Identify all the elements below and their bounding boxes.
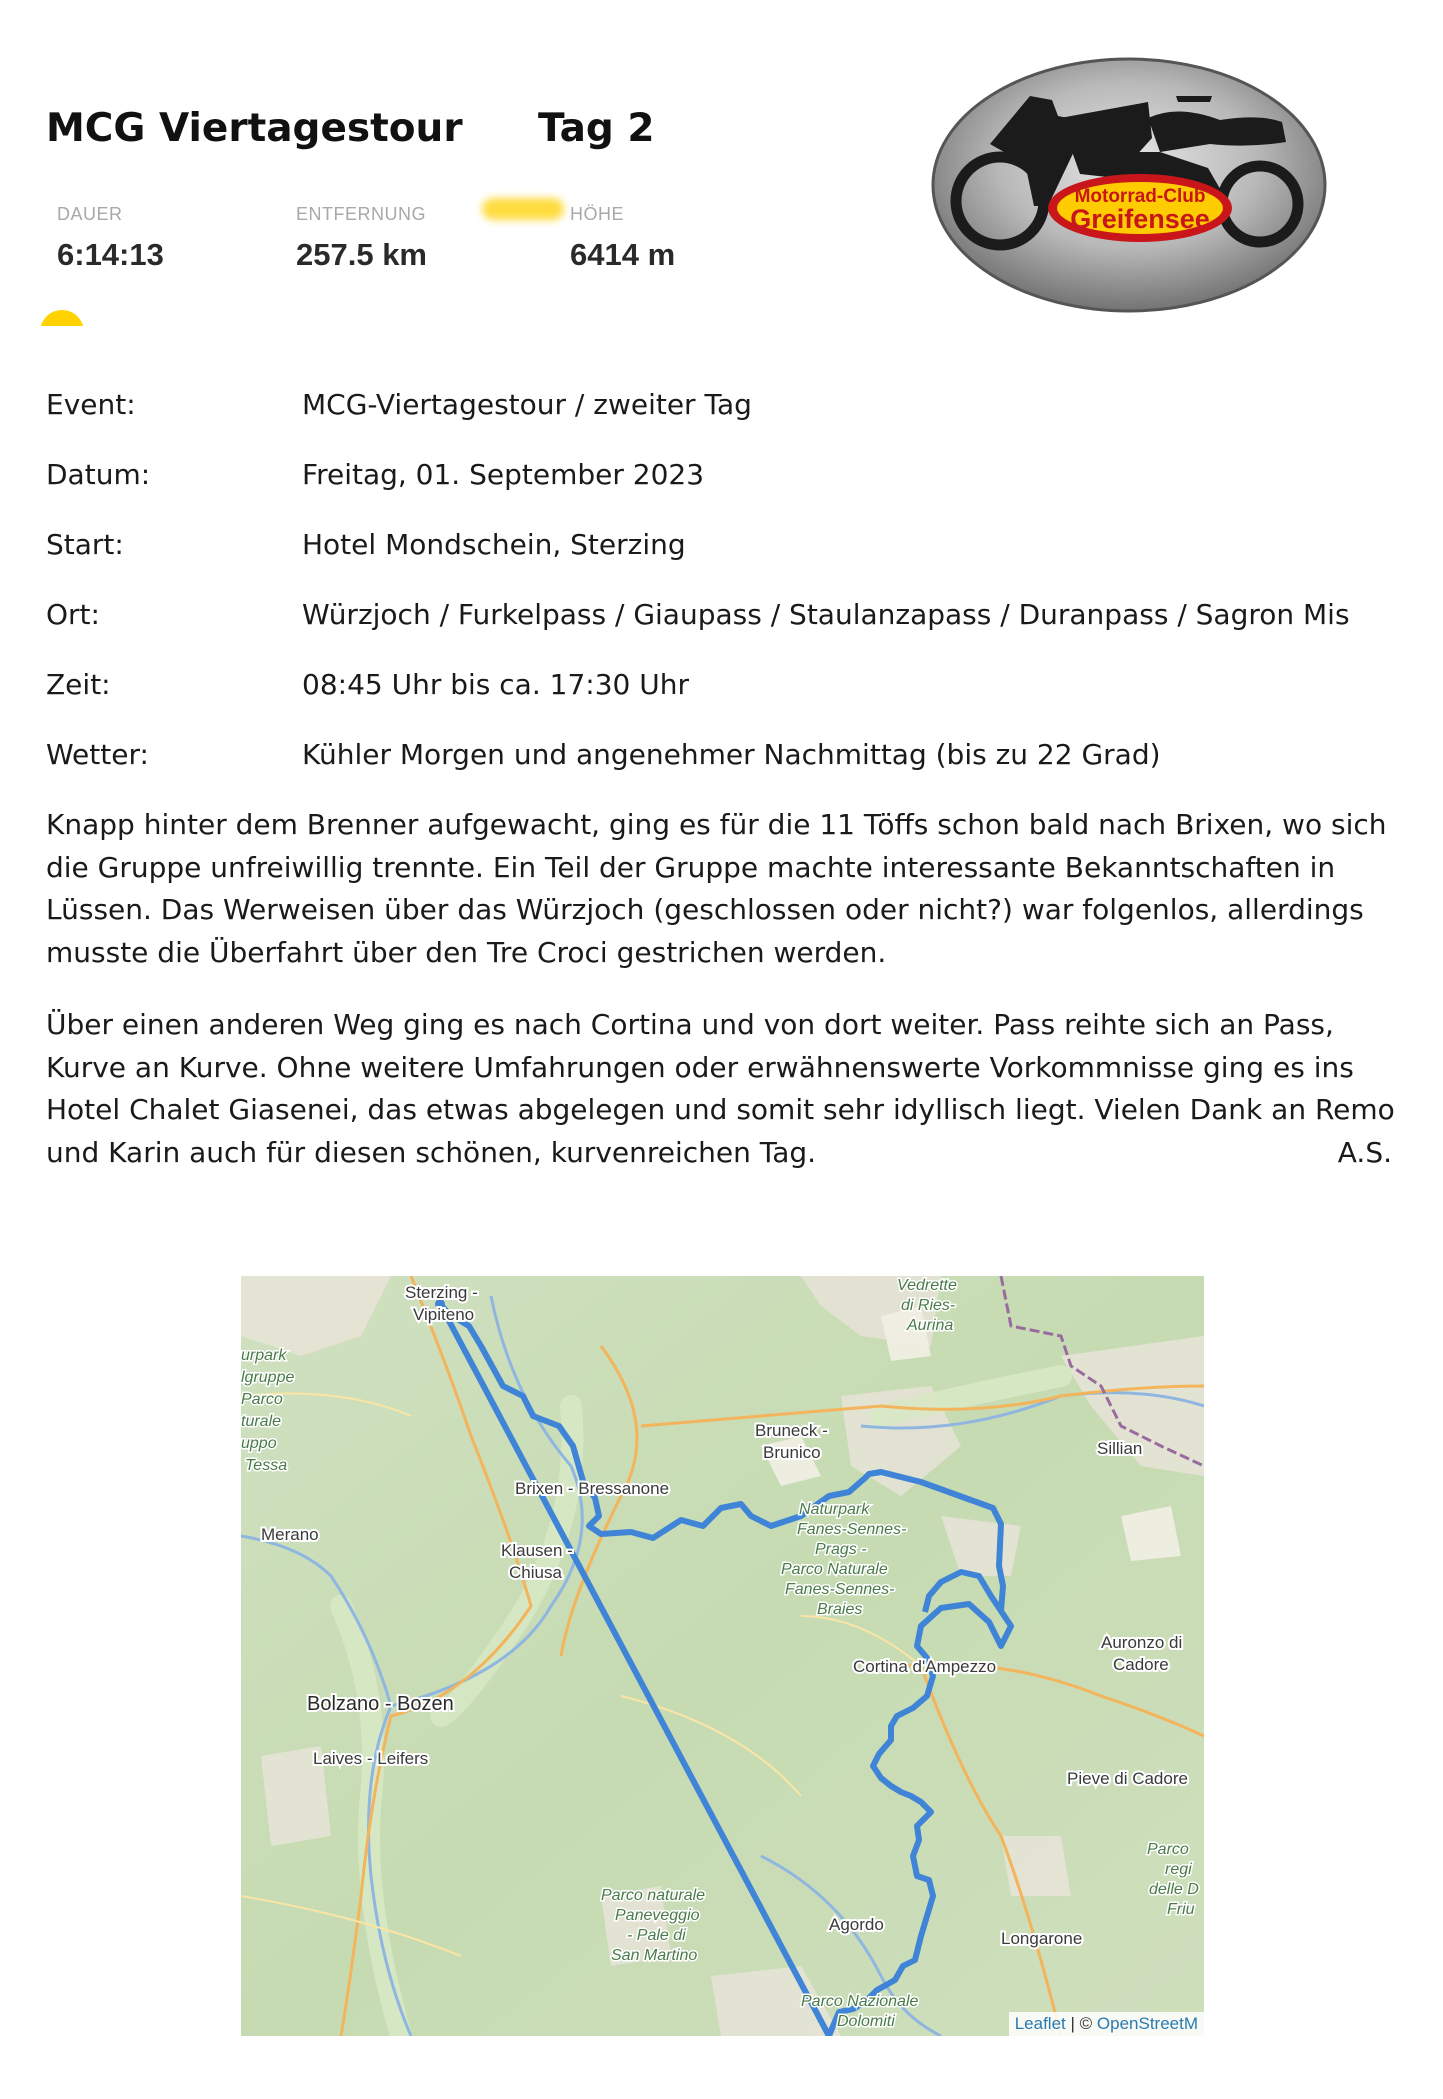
openstreetmap-link[interactable]: OpenStreetM bbox=[1096, 2014, 1198, 2033]
map-label: - Pale di bbox=[627, 1927, 686, 1944]
map-label: San Martino bbox=[611, 1947, 698, 1964]
info-value: Hotel Mondschein, Sterzing bbox=[302, 528, 686, 561]
report-paragraph-text: Über einen anderen Weg ging es nach Cortina und von dort weiter. Pass reihte sich an Pass, Kurve an Kurve. Ohne weitere Umfahrungen oder erwähnenswerte Vorkommnisse ging es ins Hotel Chalet Giasenei, das etwas abgelegen und somit sehr idyllisch liegt. Vielen Dank an Remo und Karin auch für diesen schönen, kurvenreichen Tag. bbox=[46, 1008, 1395, 1169]
map-attribution bbox=[1009, 2012, 1204, 2036]
stat-duration bbox=[57, 204, 164, 273]
stat-label: HÖHE bbox=[570, 204, 625, 224]
map-label: Prags - bbox=[815, 1541, 867, 1558]
info-key: Datum: bbox=[46, 458, 151, 491]
stat-label: DAUER bbox=[57, 204, 123, 224]
map-label: Bruneck - bbox=[755, 1421, 828, 1440]
stat-value: 6:14:13 bbox=[57, 237, 164, 272]
leaflet-link[interactable]: Leaflet bbox=[1014, 2014, 1066, 2033]
map-label: Longarone bbox=[1001, 1929, 1083, 1948]
info-value: Freitag, 01. September 2023 bbox=[302, 458, 705, 491]
map-label: Parco Naturale bbox=[781, 1561, 888, 1578]
info-key: Event: bbox=[46, 388, 136, 421]
map-label: Pieve di Cadore bbox=[1067, 1769, 1188, 1788]
map-label: lgruppe bbox=[241, 1369, 295, 1386]
stat-value: 257.5 km bbox=[296, 237, 427, 272]
map-label: Sillian bbox=[1097, 1439, 1143, 1458]
map-label: Agordo bbox=[829, 1915, 884, 1934]
map-label: Paneveggio bbox=[615, 1907, 700, 1924]
map-label: Vipiteno bbox=[413, 1305, 475, 1324]
info-key: Wetter: bbox=[46, 738, 149, 771]
info-key: Ort: bbox=[46, 598, 100, 631]
map-label: turale bbox=[241, 1413, 282, 1430]
map-label: Parco bbox=[1147, 1841, 1189, 1858]
map-canvas bbox=[241, 1276, 1204, 2036]
map-label: Sterzing - bbox=[405, 1283, 478, 1302]
info-value: Kühler Morgen und angenehmer Nachmittag (bis zu 22 Grad) bbox=[302, 738, 1161, 771]
map-label: Friu bbox=[1167, 1901, 1195, 1918]
map-label: Parco bbox=[241, 1391, 283, 1408]
info-key: Zeit: bbox=[46, 668, 111, 701]
map-label: Tessa bbox=[245, 1457, 288, 1474]
stat-distance bbox=[296, 204, 427, 273]
stat-label: ENTFERNUNG bbox=[296, 204, 426, 224]
map-label: uppo bbox=[241, 1435, 277, 1452]
attribution-separator: | © bbox=[1065, 2014, 1097, 2033]
stat-value: 6414 m bbox=[570, 237, 676, 272]
map-label: delle D bbox=[1149, 1881, 1199, 1898]
map-label-city: Bolzano - Bozen bbox=[307, 1693, 454, 1715]
map-label: Parco Nazionale bbox=[801, 1993, 919, 2010]
info-value: 08:45 Uhr bis ca. 17:30 Uhr bbox=[302, 668, 689, 701]
info-value: Würzjoch / Furkelpass / Giaupass / Staulanzapass / Duranpass / Sagron Mis bbox=[302, 598, 1350, 631]
map-label: Parco naturale bbox=[601, 1887, 706, 1904]
logo-line2: Greifensee bbox=[1070, 204, 1210, 234]
info-key: Start: bbox=[46, 528, 124, 561]
stat-elevation bbox=[570, 204, 675, 273]
report-paragraph bbox=[46, 1004, 1406, 1174]
map-label: Auronzo di bbox=[1101, 1633, 1183, 1652]
map-label: Laives - Leifers bbox=[313, 1749, 429, 1768]
highlight-mark bbox=[482, 198, 564, 220]
map-label: Fanes-Sennes- bbox=[785, 1581, 895, 1598]
page-title: MCG Viertagestour bbox=[46, 106, 463, 151]
map-label: Fanes-Sennes- bbox=[797, 1521, 907, 1538]
map-label: Aurina bbox=[907, 1317, 954, 1334]
signature: A.S. bbox=[1337, 1135, 1392, 1169]
route-map[interactable] bbox=[241, 1276, 1204, 2036]
day-label: Tag 2 bbox=[538, 106, 655, 151]
club-logo bbox=[930, 56, 1328, 314]
yellow-dot-icon bbox=[38, 306, 86, 326]
map-label: Chiusa bbox=[509, 1563, 562, 1582]
logo-line1: Motorrad-Club bbox=[1074, 186, 1206, 207]
report-paragraph: Knapp hinter dem Brenner aufgewacht, ging es für die 11 Töffs schon bald nach Brixen, wo sich die Gruppe unfreiwillig trennte. Ein Teil der Gruppe machte interessante Bekanntschaften in Lüssen. Das Werweisen über das Würzjoch (geschlossen oder nicht?) war folgenlos, allerdings musste die Überfahrt über den Tre Croci gestrichen werden. bbox=[46, 808, 1387, 969]
map-label: Braies bbox=[817, 1601, 863, 1618]
map-label: Klausen - bbox=[501, 1541, 573, 1560]
map-label: Naturpark bbox=[799, 1501, 870, 1518]
map-label: Dolomiti bbox=[837, 2013, 895, 2030]
map-label: di Ries- bbox=[901, 1297, 956, 1314]
map-label: Merano bbox=[261, 1525, 319, 1544]
map-label: Vedrette bbox=[897, 1277, 957, 1294]
map-label: Cadore bbox=[1113, 1655, 1169, 1674]
map-label: urpark bbox=[241, 1347, 287, 1364]
map-label: regi bbox=[1165, 1861, 1192, 1878]
map-label: Brixen - Bressanone bbox=[515, 1479, 670, 1498]
map-label: Brunico bbox=[763, 1443, 821, 1462]
info-value: MCG-Viertagestour / zweiter Tag bbox=[302, 388, 752, 421]
map-label: Cortina d'Ampezzo bbox=[853, 1657, 997, 1676]
